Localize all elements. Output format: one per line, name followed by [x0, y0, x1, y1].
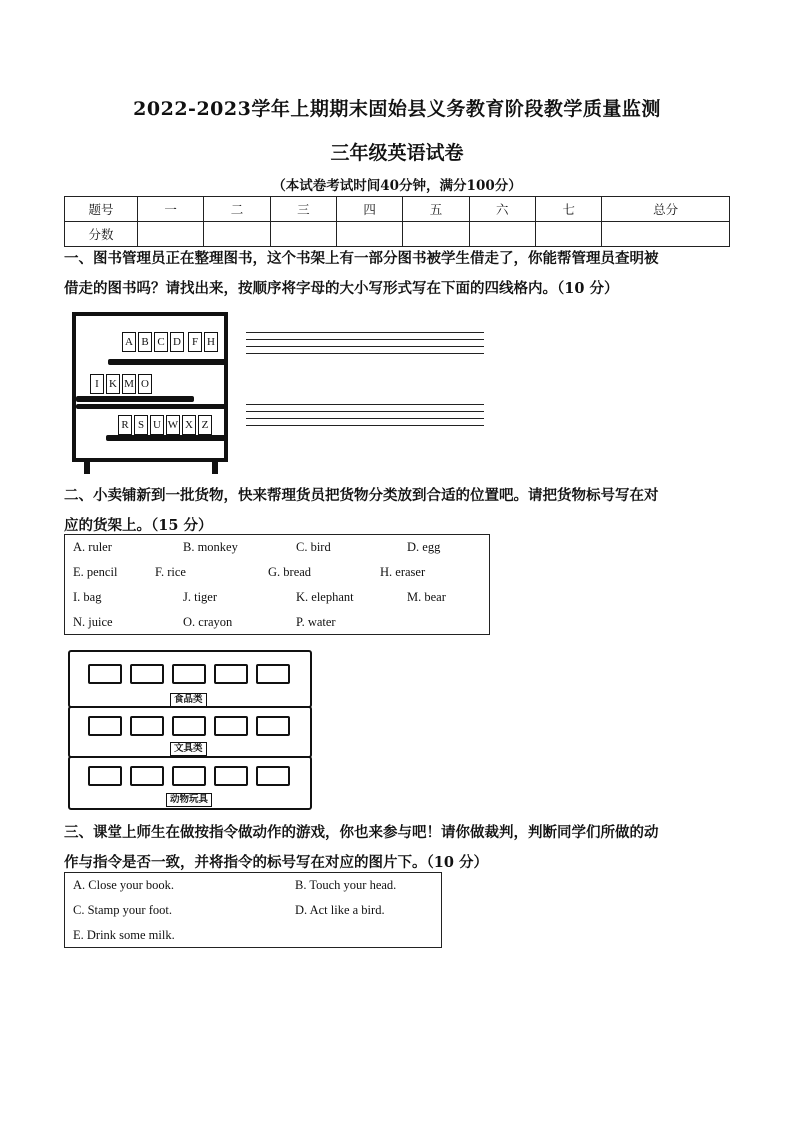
- book: R: [118, 415, 132, 435]
- score-entry[interactable]: [204, 222, 270, 247]
- goods-item: A. ruler: [73, 540, 112, 554]
- goods-item: I. bag: [73, 590, 102, 604]
- grid-line: [246, 353, 484, 354]
- score-cell: 题号: [65, 197, 138, 222]
- answer-box[interactable]: [130, 766, 164, 786]
- section1-instructions: [64, 244, 730, 304]
- score-entry[interactable]: [138, 222, 204, 247]
- score-entry[interactable]: [336, 222, 402, 247]
- exam-title: 2022-2023学年上期期末固始县义务教育阶段教学质量监测: [133, 98, 661, 120]
- answer-box[interactable]: [214, 664, 248, 684]
- score-cell: 分数: [65, 222, 138, 247]
- answer-box[interactable]: [172, 766, 206, 786]
- book: H: [204, 332, 218, 352]
- goods-item: H. eraser: [380, 565, 426, 579]
- score-cell: 总分: [602, 197, 730, 222]
- book: W: [166, 415, 180, 435]
- goods-item: K. elephant: [296, 590, 354, 604]
- book: U: [150, 415, 164, 435]
- instruction-line: 三、课堂上师生在做按指令做动作的游戏，你也来参与吧！请你做裁判，判断同学们所做的动: [64, 824, 659, 841]
- answer-box[interactable]: [130, 664, 164, 684]
- goods-item: E. pencil: [73, 565, 118, 579]
- instruction-line: 一、图书管理员正在整理图书，这个书架上有一部分图书被学生借走了，你能帮管理员查明被: [64, 250, 659, 267]
- answer-box[interactable]: [256, 716, 290, 736]
- answer-box[interactable]: [88, 716, 122, 736]
- book: C: [154, 332, 168, 352]
- score-cell: 七: [535, 197, 601, 222]
- book: D: [170, 332, 184, 352]
- score-table-score-row: [65, 222, 730, 247]
- grid-line: [246, 332, 484, 333]
- score-table: [64, 196, 730, 247]
- shelf-board: [106, 435, 228, 441]
- command-item: C. Stamp your foot.: [73, 903, 172, 917]
- grid-line: [246, 411, 484, 412]
- goods-item: N. juice: [73, 615, 113, 629]
- book: B: [138, 332, 152, 352]
- score-cell: 一: [138, 197, 204, 222]
- answer-box[interactable]: [172, 716, 206, 736]
- shelf-board: [108, 359, 228, 365]
- goods-item: C. bird: [296, 540, 331, 554]
- section3-instructions: [64, 818, 730, 878]
- score-cell: 二: [204, 197, 270, 222]
- grid-line: [246, 346, 484, 347]
- book: K: [106, 374, 120, 394]
- command-item: B. Touch your head.: [295, 878, 397, 892]
- score-table-header-row: [65, 197, 730, 222]
- shelf-leg: [212, 462, 218, 474]
- goods-shelf-image: [68, 650, 314, 812]
- score-cell: 三: [270, 197, 336, 222]
- goods-item: G. bread: [268, 565, 312, 579]
- goods-item: M. bear: [407, 590, 446, 604]
- grid-line: [246, 404, 484, 405]
- shelf-board: [76, 396, 194, 402]
- book: S: [134, 415, 148, 435]
- answer-box[interactable]: [256, 664, 290, 684]
- instruction-line: 应的货架上。（15 分）: [64, 517, 213, 534]
- book: F: [188, 332, 202, 352]
- answer-box[interactable]: [172, 664, 206, 684]
- command-item: A. Close your book.: [73, 878, 175, 892]
- shelf-label-animal-toys: 动物玩具: [166, 793, 212, 807]
- goods-item: P. water: [296, 615, 336, 629]
- grid-line: [246, 425, 484, 426]
- book: O: [138, 374, 152, 394]
- score-entry[interactable]: [270, 222, 336, 247]
- answer-box[interactable]: [214, 766, 248, 786]
- instruction-line: 二、小卖铺新到一批货物，快来帮理货员把货物分类放到合适的位置吧。请把货物标号写在对: [64, 487, 659, 504]
- answer-box[interactable]: [88, 664, 122, 684]
- instruction-line: 作与指令是否一致，并将指令的标号写在对应的图片下。（10 分）: [64, 854, 488, 871]
- answer-box[interactable]: [130, 716, 164, 736]
- shelf-label-stationery: 文具类: [170, 742, 207, 756]
- goods-item: F. rice: [155, 565, 186, 579]
- book: I: [90, 374, 104, 394]
- answer-box[interactable]: [256, 766, 290, 786]
- book: M: [122, 374, 136, 394]
- book: A: [122, 332, 136, 352]
- bookshelf-image: [72, 312, 232, 476]
- exam-subtitle: 三年级英语试卷: [330, 142, 464, 164]
- exam-note: （本试卷考试时间40分钟，满分100分）: [272, 178, 522, 194]
- command-item: D. Act like a bird.: [295, 903, 385, 917]
- goods-list-box: [64, 534, 490, 635]
- answer-box[interactable]: [214, 716, 248, 736]
- book: Z: [198, 415, 212, 435]
- goods-item: D. egg: [407, 540, 441, 554]
- score-cell: 四: [336, 197, 402, 222]
- command-item: E. Drink some milk.: [73, 928, 175, 942]
- score-cell: 五: [403, 197, 469, 222]
- four-line-grid[interactable]: [246, 404, 484, 428]
- score-entry[interactable]: [535, 222, 601, 247]
- four-line-grid[interactable]: [246, 332, 484, 356]
- goods-item: B. monkey: [183, 540, 238, 554]
- goods-item: O. crayon: [183, 615, 233, 629]
- section2-instructions: [64, 481, 730, 541]
- book: X: [182, 415, 196, 435]
- score-entry[interactable]: [469, 222, 535, 247]
- shelf-board: [76, 404, 228, 409]
- commands-box: [64, 872, 442, 948]
- grid-line: [246, 418, 484, 419]
- grid-line: [246, 339, 484, 340]
- goods-item: J. tiger: [183, 590, 218, 604]
- instruction-line: 借走的图书吗？请找出来，按顺序将字母的大小写形式写在下面的四线格内。（10 分）: [64, 280, 619, 297]
- answer-box[interactable]: [88, 766, 122, 786]
- shelf-label-food: 食品类: [170, 693, 207, 707]
- score-entry[interactable]: [403, 222, 469, 247]
- shelf-leg: [84, 462, 90, 474]
- score-cell: 六: [469, 197, 535, 222]
- score-entry[interactable]: [602, 222, 730, 247]
